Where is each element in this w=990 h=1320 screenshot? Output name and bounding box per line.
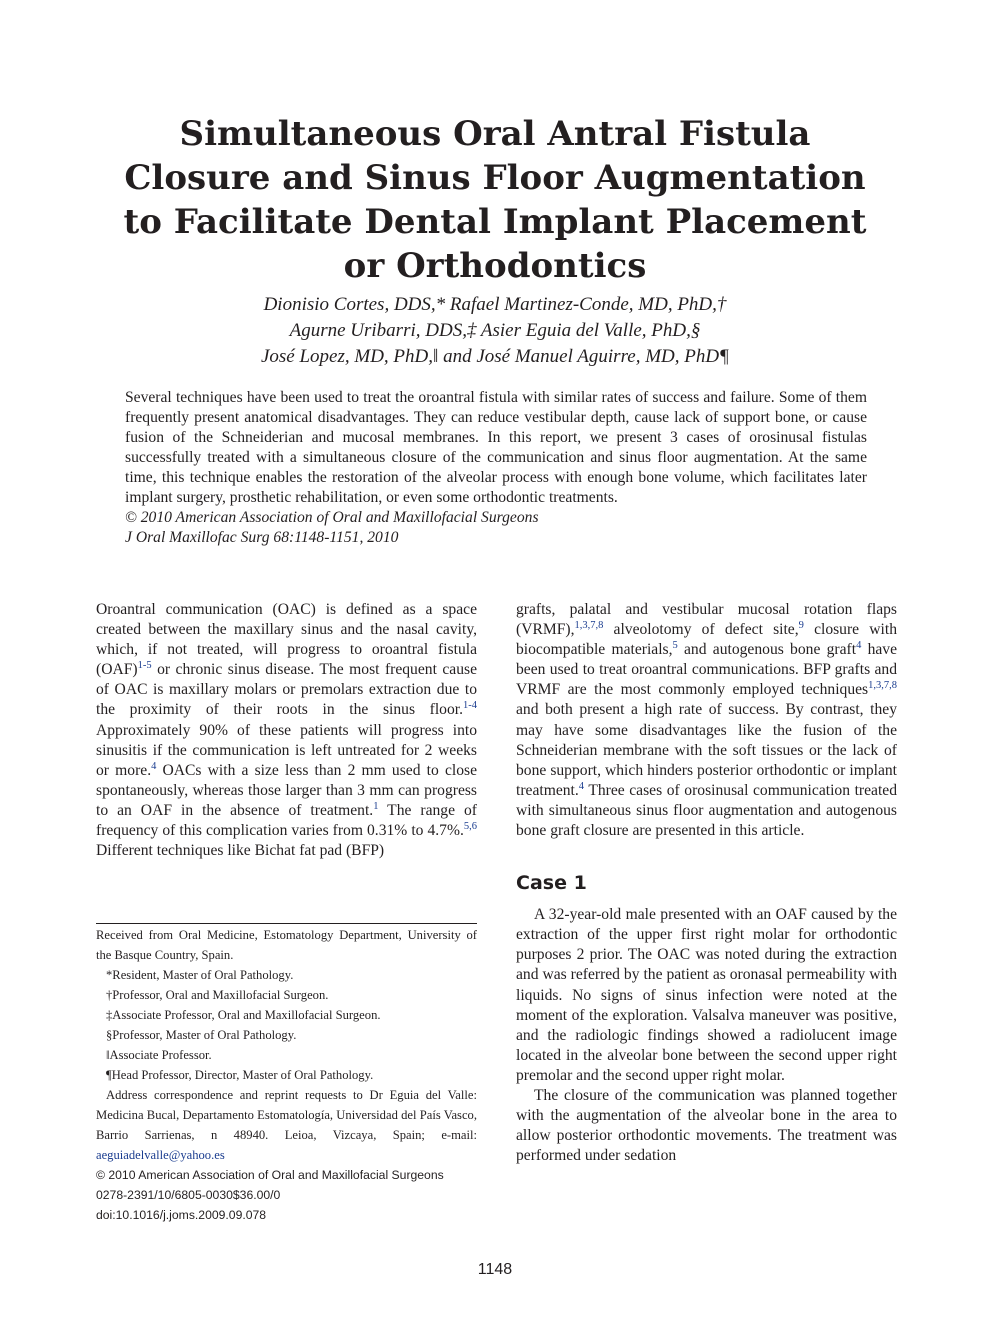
body-text: alveolotomy of defect site, bbox=[603, 621, 799, 639]
body-text: Three cases of orosinusal communication treated with simultaneous sinus floor augmentation and autogenous bone graft closure are presented in this article. bbox=[516, 781, 897, 840]
reference-link[interactable]: 1-4 bbox=[463, 700, 477, 712]
body-text: grafts, palatal and vestibular mucosal rotation flaps (VRMF), bbox=[516, 601, 897, 639]
author-line: José Lopez, MD, PhD,‖ and José Manuel Aguirre, MD, PhD¶ bbox=[260, 346, 730, 367]
author-list bbox=[150, 292, 840, 370]
footnote-copyright: © 2010 American Association of Oral and Maxillofacial Surgeons bbox=[96, 1168, 444, 1182]
body-text: OACs with a size less than 2 mm used to close spontaneously, whereas those larger than 3 mm can progress to an OAF in the absence of treatment. bbox=[96, 761, 478, 819]
footnote-affiliation: ‖Associate Professor. bbox=[106, 1048, 212, 1062]
title-line: Closure and Sinus Floor Augmentation bbox=[124, 158, 866, 198]
abstract-text: Several techniques have been used to treat the oroantral fistula with similar rates of success and failure. Some of them frequently present anatomical disadvantages. They can reduce vestibular depth, cause lack of support bone, or cause fusion of the Schneiderian and mucosal membranes. In this report, we present 3 cases of orosinusal fistulas successfully treated with a simultaneous closure of the communication and sinus floor augmentation. At the same time, this technique enables the restoration of the alveolar process with enough bone volume, which facilitates later implant surgery, prosthetic rehabilitation, or even some orthodontic treatments. bbox=[125, 389, 867, 506]
footnote-doi[interactable]: doi:10.1016/j.joms.2009.09.078 bbox=[96, 1208, 267, 1222]
reference-link[interactable]: 5 bbox=[672, 640, 678, 651]
footnote-affiliation: §Professor, Master of Oral Pathology. bbox=[106, 1028, 297, 1042]
intro-paragraph-continued bbox=[516, 600, 897, 841]
body-text: The range of frequency of this complication varies from 0.31% to 4.7%. bbox=[96, 801, 477, 840]
case-1-paragraph: The closure of the communication was planned together with the augmentation of the alveolar bone in the area to allow posterior orthodontic movements. The treatment was performed under sedation bbox=[516, 1086, 897, 1165]
intro-paragraph bbox=[96, 600, 477, 861]
footnote-divider bbox=[96, 923, 477, 924]
reference-link[interactable]: 1 bbox=[373, 800, 379, 812]
page-number: 1148 bbox=[477, 1261, 513, 1278]
title-line: or Orthodontics bbox=[343, 246, 647, 286]
body-text: Oroantral communication (OAC) is defined as a space created between the maxillary sinus and the nasal cavity, which, if not treated, will progress to oroantral fistula (OAF) bbox=[96, 601, 477, 679]
body-text: and both present a high rate of success. By contrast, they may have some disadvantages like the fusion of the Schneiderian membrane with the soft tissues or the lack of bone support, which hinders posterior orthodontic or implant treatment. bbox=[516, 701, 897, 799]
article-title bbox=[110, 112, 880, 288]
case-1-heading: Case 1 bbox=[516, 872, 587, 895]
body-column-right bbox=[516, 600, 897, 1166]
body-text: closure with biocompatible materials, bbox=[516, 621, 897, 659]
case-1-paragraph: A 32-year-old male presented with an OAF caused by the extraction of the upper first right molar for orthodontic purposes 2 prior. The OAC was noted during the extraction and was referred by the patient as oronasal permeability with liquids. No signs of sinus infection were noted at the moment of the exploration. Valsalva maneuver was positive, and the radiologic findings showed a radiolucent image located in the alveolar bone between the second upper right premolar and the second upper right molar. bbox=[516, 906, 897, 1084]
title-line: Simultaneous Oral Antral Fistula bbox=[179, 114, 811, 154]
author-line: Dionisio Cortes, DDS,* Rafael Martinez-Conde, MD, PhD,† bbox=[263, 294, 727, 315]
body-text: Different techniques like Bichat fat pad (BFP) bbox=[96, 842, 385, 860]
body-text: Approximately 90% of these patients will progress into sinusitis if the communication is left untreated for 2 weeks or more. bbox=[96, 721, 477, 779]
body-text: have been used to treat oroantral communications. BFP grafts and VRMF are the most commonly employed techniques bbox=[516, 641, 897, 699]
body-text: and autogenous bone graft bbox=[677, 641, 857, 659]
footnotes bbox=[96, 925, 477, 1225]
reference-link[interactable]: 1,3,7,8 bbox=[868, 680, 897, 692]
reference-link[interactable]: 1,3,7,8 bbox=[574, 619, 604, 631]
author-line: Agurne Uribarri, DDS,‡ Asier Eguia del Valle, PhD,§ bbox=[289, 320, 701, 341]
reference-link[interactable]: 4 bbox=[151, 760, 157, 772]
reference-link[interactable]: 1-5 bbox=[137, 660, 152, 672]
footnote-affiliation: *Resident, Master of Oral Pathology. bbox=[106, 968, 294, 982]
footnote-affiliation: ¶Head Professor, Director, Master of Oral Pathology. bbox=[106, 1068, 374, 1082]
email-link[interactable]: aeguiadelvalle@yahoo.es bbox=[96, 1148, 225, 1162]
body-text: or chronic sinus disease. The most frequent cause of OAC is maxillary molars or premolars extraction due to the proximity of their roots in the sinus floor. bbox=[96, 661, 477, 719]
correspondence-address: Address correspondence and reprint requests to Dr Eguia del Valle: Medicina Bucal, Departamento Estomatología, Universidad del País Vasco, Barrio Sarrienas, n 48940. Leioa, Vizcaya, Spain; e-mail: bbox=[96, 1088, 477, 1142]
reference-link[interactable]: 5,6 bbox=[463, 820, 477, 832]
footnote-received: Received from Oral Medicine, Estomatology Department, University of the Basque Country, Spain. bbox=[96, 928, 477, 962]
abstract bbox=[125, 388, 867, 548]
body-column-left bbox=[96, 600, 477, 861]
reference-link[interactable]: 9 bbox=[798, 619, 804, 631]
footnote-affiliation: ‡Associate Professor, Oral and Maxillofacial Surgeon. bbox=[106, 1008, 381, 1022]
footnote-issn: 0278-2391/10/6805-0030$36.00/0 bbox=[96, 1188, 281, 1202]
reference-link[interactable]: 4 bbox=[856, 640, 862, 651]
abstract-copyright: © 2010 American Association of Oral and Maxillofacial Surgeons bbox=[125, 509, 539, 526]
footnote-correspondence bbox=[96, 1085, 477, 1165]
title-line: to Facilitate Dental Implant Placement bbox=[123, 202, 867, 242]
journal-citation: J Oral Maxillofac Surg 68:1148-1151, 2010 bbox=[125, 529, 399, 546]
reference-link[interactable]: 4 bbox=[578, 780, 585, 792]
footnote-affiliation: †Professor, Oral and Maxillofacial Surgeon. bbox=[106, 988, 329, 1002]
